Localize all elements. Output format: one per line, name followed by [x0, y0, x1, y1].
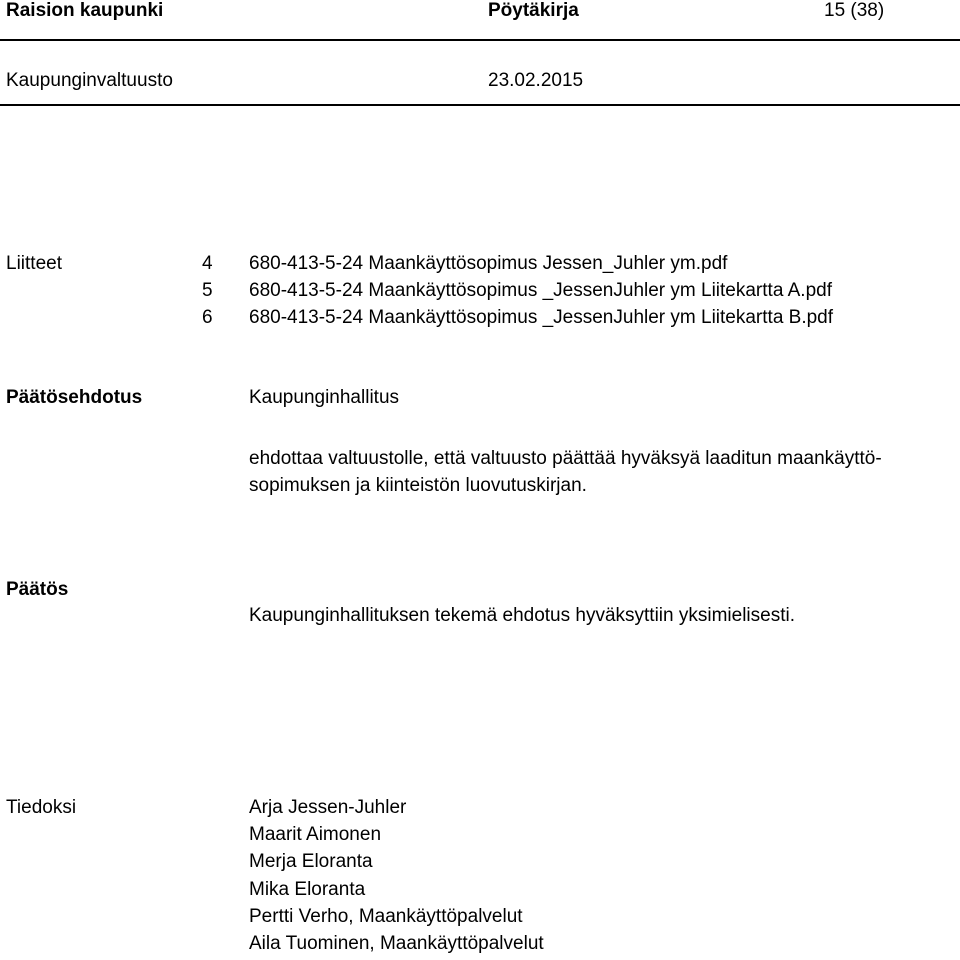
- recipient-item: Merja Eloranta: [249, 851, 373, 873]
- attachment-number: 5: [202, 280, 213, 301]
- recipient-item: Pertti Verho, Maankäyttöpalvelut: [249, 905, 523, 927]
- header-page-number: 15 (38): [824, 0, 885, 21]
- header-divider: [0, 104, 960, 106]
- recipient-item: Maarit Aimonen: [249, 824, 382, 846]
- proposal-text: ehdottaa valtuustolle, että valtuusto päättää hyväksyä laaditun maankäyttö-sopimuksen ja kiinteistön luovutuskirjan.: [249, 448, 882, 496]
- attachment-file: 680-413-5-24 Maankäyttösopimus _JessenJuhler ym Liitekartta B.pdf: [249, 307, 834, 328]
- attachment-file: 680-413-5-24 Maankäyttösopimus _JessenJuhler ym Liitekartta A.pdf: [249, 280, 832, 301]
- decision-text: Kaupunginhallituksen tekemä ehdotus hyväksyttiin yksimielisesti.: [249, 605, 795, 626]
- for-information-heading: Tiedoksi: [6, 797, 77, 818]
- header-document-type: Pöytäkirja: [488, 0, 579, 21]
- proposal-actor: Kaupunginhallitus: [249, 387, 400, 408]
- recipient-item: Aila Tuominen, Maankäyttöpalvelut: [249, 932, 544, 954]
- decision-heading: Päätös: [6, 579, 69, 600]
- header-divider: [0, 39, 960, 41]
- header-body: Kaupunginvaltuusto: [6, 70, 173, 91]
- recipient-item: Arja Jessen-Juhler: [249, 797, 407, 818]
- proposal-heading: Päätösehdotus: [6, 387, 143, 408]
- header-organization: Raision kaupunki: [6, 0, 164, 21]
- recipient-list: [249, 797, 544, 960]
- attachment-number: 4: [202, 253, 213, 274]
- attachment-file: 680-413-5-24 Maankäyttösopimus Jessen_Juhler ym.pdf: [249, 253, 728, 274]
- attachment-number: 6: [202, 307, 213, 328]
- recipient-item: Mika Eloranta: [249, 878, 366, 900]
- attachments-heading: Liitteet: [6, 253, 62, 274]
- header-date: 23.02.2015: [488, 70, 584, 91]
